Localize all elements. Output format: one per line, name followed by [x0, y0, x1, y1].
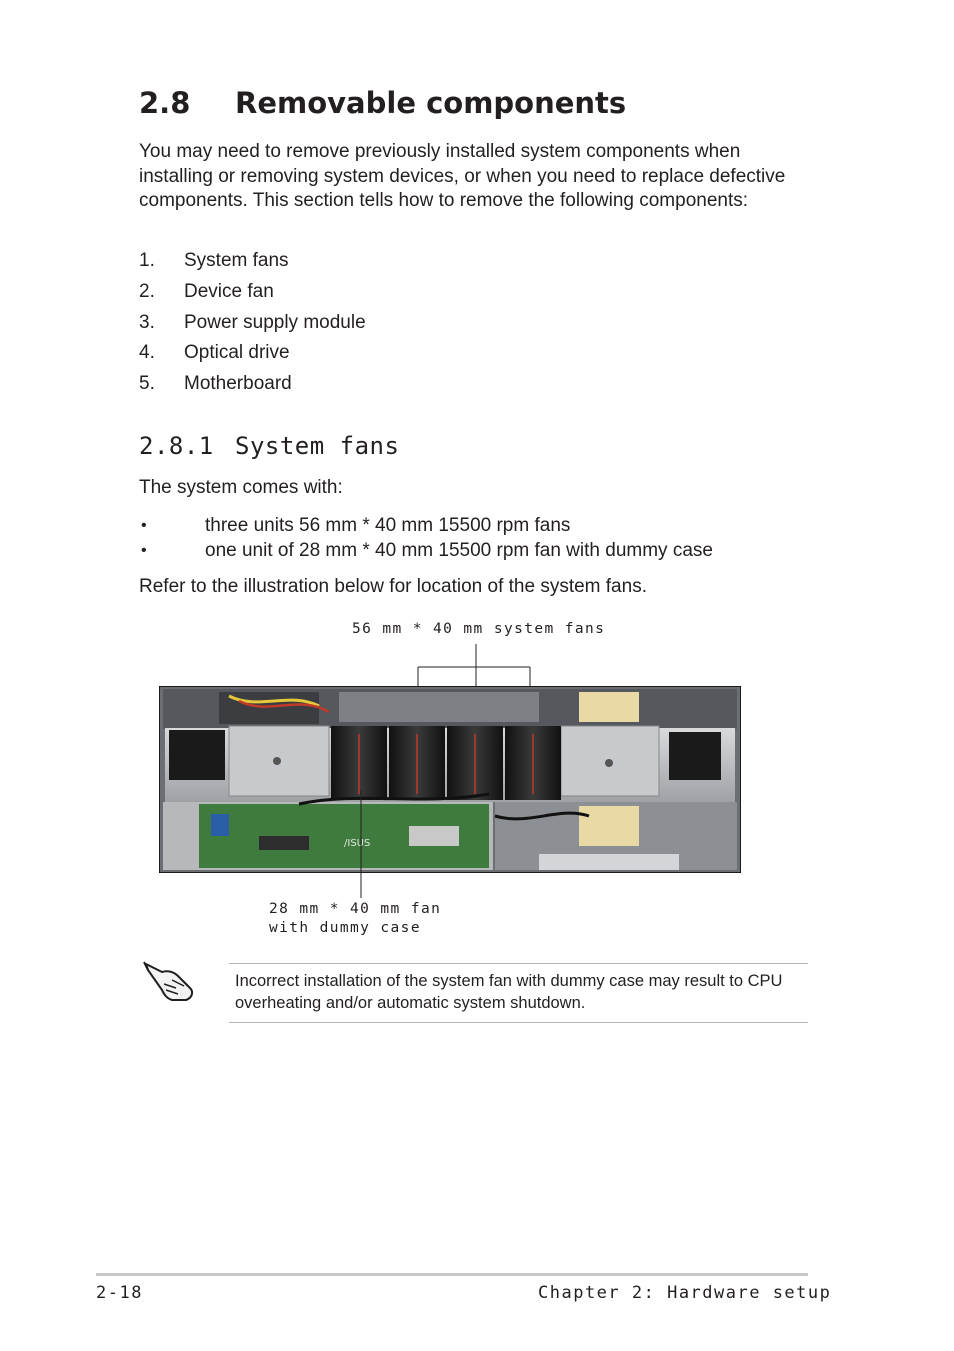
list-item: 2. Device fan: [139, 280, 274, 302]
subsection-heading: [139, 432, 399, 460]
section-heading: [139, 86, 626, 120]
server-chassis-illustration: [159, 686, 741, 873]
list-item: 3. Power supply module: [139, 311, 366, 333]
section-title: Removable components: [235, 86, 627, 120]
comes-with-text: The system comes with:: [139, 477, 343, 498]
footer-rule: [96, 1273, 808, 1276]
note-bottom-rule: [229, 1022, 808, 1023]
pointing-hand-icon: [142, 958, 196, 1004]
components-list: [139, 249, 366, 403]
callout-system-fans: 56 mm * 40 mm system fans: [352, 621, 606, 637]
callout-leader-bottom: [355, 790, 367, 900]
note-text: Incorrect installation of the system fan with dummy case may result to CPU overheating and/or automatic system shutdown.: [235, 972, 783, 1012]
list-item: 5. Motherboard: [139, 373, 292, 395]
intro-paragraph: You may need to remove previously installed system components when installing or removing system devices, or when you need to replace defective components. This section tells how to remove the following components:: [139, 141, 786, 211]
page-number: 2-18: [96, 1283, 143, 1303]
refer-text: Refer to the illustration below for location of the system fans.: [139, 576, 647, 597]
section-number: 2.8: [139, 86, 191, 120]
fan-bullet-list: [139, 514, 713, 564]
bullet-icon: •: [141, 517, 147, 534]
note-top-rule: [229, 963, 808, 964]
chapter-title: Chapter 2: Hardware setup: [538, 1283, 832, 1303]
callout-dummy-fan: 28 mm * 40 mm fan with dummy case: [269, 901, 442, 936]
subsection-number: 2.8.1: [139, 432, 214, 460]
list-item: • three units 56 mm * 40 mm 15500 rpm fans: [139, 514, 713, 539]
board-logo: /ISUS: [344, 838, 371, 849]
list-item: 4. Optical drive: [139, 342, 290, 364]
list-item: 1. System fans: [139, 250, 289, 271]
list-item: • one unit of 28 mm * 40 mm 15500 rpm fan with dummy case: [139, 539, 713, 564]
bullet-icon: •: [141, 542, 147, 559]
subsection-title: System fans: [235, 432, 400, 460]
